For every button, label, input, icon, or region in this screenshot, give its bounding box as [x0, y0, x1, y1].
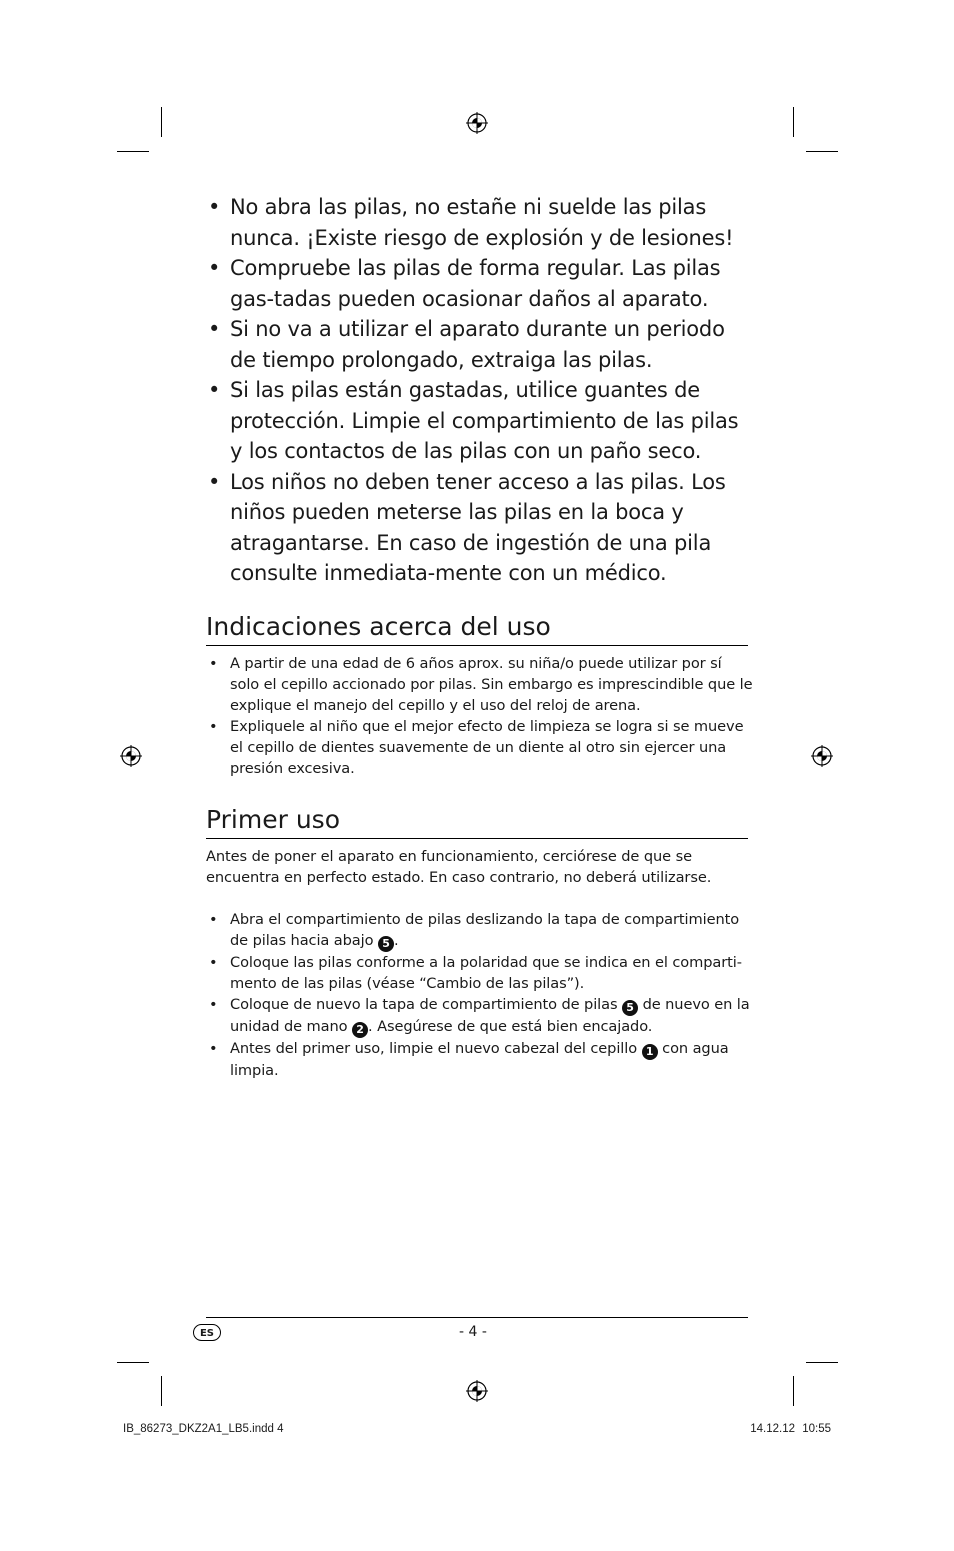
- part-number-badge: 5: [622, 1000, 638, 1016]
- step-text: Antes del primer uso, limpie el nuevo cabezal del cepillo: [230, 1040, 638, 1057]
- list-item: • Los niños no deben tener acceso a las pilas. Los niños pueden meterse las pilas en la boca y atragantarse. En caso de ingestión de una pila consulte inmediata-mente con un médico.: [206, 467, 756, 589]
- print-slug-file: IB_86273_DKZ2A1_LB5.indd 4: [123, 1423, 284, 1435]
- crop-mark: [806, 151, 838, 152]
- list-item: • A partir de una edad de 6 años aprox. su niña/o puede utilizar por sí solo el cepillo accionado por pilas. Sin embargo es imprescindible que le explique el manejo del cepillo y el uso del reloj de arena.: [206, 653, 754, 716]
- footer-rule: [206, 1317, 748, 1318]
- part-number-badge: 5: [378, 936, 394, 952]
- step-text: Coloque de nuevo la tapa de compartimiento de pilas: [230, 996, 618, 1013]
- list-item: [206, 909, 754, 952]
- part-number-badge: 1: [642, 1044, 658, 1060]
- registration-mark-icon: [120, 745, 142, 767]
- language-badge: ES: [193, 1324, 221, 1341]
- list-item: • No abra las pilas, no estañe ni suelde las pilas nunca. ¡Existe riesgo de explosión y de lesiones!: [206, 192, 756, 253]
- list-item: • Coloque las pilas conforme a la polaridad que se indica en el comparti-mento de las pilas (véase “Cambio de las pilas”).: [206, 952, 754, 994]
- page-number: - 4 -: [459, 1324, 487, 1340]
- registration-mark-icon: [811, 745, 833, 767]
- part-number-badge: 2: [352, 1022, 368, 1038]
- crop-mark: [161, 1376, 162, 1406]
- battery-safety-list: [206, 192, 756, 589]
- first-use-intro: Antes de poner el aparato en funcionamiento, cerciórese de que se encuentra en perfecto estado. En caso contrario, no deberá utilizarse.: [206, 848, 712, 886]
- print-slug-date: 14.12.12 10:55: [750, 1423, 831, 1435]
- step-text: Abra el compartimiento de pilas deslizando la tapa de compartimiento de pilas hacia abajo: [230, 911, 740, 949]
- step-text: .: [393, 932, 399, 949]
- list-item: [206, 994, 754, 1038]
- list-item: [206, 1038, 754, 1081]
- first-use-steps: [206, 909, 754, 1081]
- list-item: • Si las pilas están gastadas, utilice guantes de protección. Limpie el compartimiento de las pilas y los contactos de las pilas con un paño seco.: [206, 375, 756, 467]
- crop-mark: [793, 1376, 794, 1406]
- list-item: • Expliquele al niño que el mejor efecto de limpieza se logra si se mueve el cepillo de dientes suavemente de un diente al otro sin ejercer una presión excesiva.: [206, 716, 754, 779]
- crop-mark: [117, 151, 149, 152]
- section-heading-usage: Indicaciones acerca del uso: [206, 611, 748, 646]
- crop-mark: [806, 1362, 838, 1363]
- step-text: . Asegúrese de que está bien encajado.: [368, 1018, 653, 1035]
- step-text: de nuevo en la unidad de mano: [230, 996, 750, 1035]
- registration-mark-icon: [466, 1380, 488, 1402]
- section-heading-first-use: Primer uso: [206, 804, 748, 839]
- crop-mark: [161, 107, 162, 137]
- list-item: • Si no va a utilizar el aparato durante un periodo de tiempo prolongado, extraiga las pilas.: [206, 314, 756, 375]
- registration-mark-icon: [466, 112, 488, 134]
- crop-mark: [793, 107, 794, 137]
- list-item: • Compruebe las pilas de forma regular. Las pilas gas-tadas pueden ocasionar daños al aparato.: [206, 253, 756, 314]
- crop-mark: [117, 1362, 149, 1363]
- usage-list: [206, 653, 754, 779]
- step-text: con agua limpia.: [230, 1040, 729, 1079]
